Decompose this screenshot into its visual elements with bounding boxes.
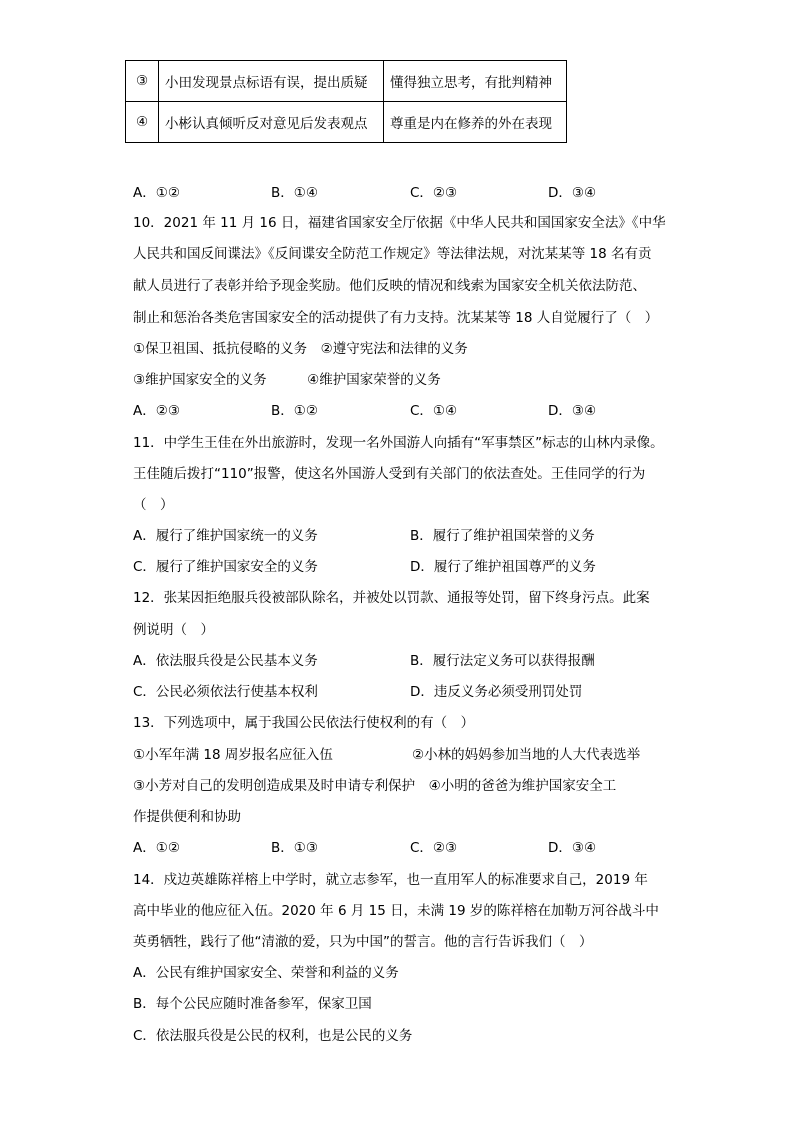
q10-choice-d: D．③④ (548, 403, 597, 419)
row-meaning: 懂得独立思考，有批判精神 (384, 61, 567, 102)
q9-choice-d: D．③④ (548, 185, 597, 201)
q9-choice-c: C．②③ (410, 185, 458, 201)
q11-stem-line: （ ） (133, 497, 174, 513)
q10-option-line: ③维护国家安全的义务 ④维护国家荣誉的义务 (133, 372, 441, 388)
q10-choice-b: B．①② (271, 403, 318, 419)
row-action: 小彬认真倾听反对意见后发表观点 (159, 102, 384, 143)
q9-choice-a: A．①② (133, 185, 180, 201)
q12-stem-line: 例说明（ ） (133, 622, 214, 638)
table-row (126, 61, 567, 102)
q14-choice-b: B．每个公民应随时准备参军，保家卫国 (133, 996, 372, 1012)
q13-choice-d: D．③④ (548, 840, 597, 856)
q11-stem-line: 王佳随后拨打“110”报警，使这名外国游人受到有关部门的依法查处。王佳同学的行为 (133, 466, 646, 482)
q10-stem-line: 献人员进行了表彰并给予现金奖励。他们反映的情况和线索为国家安全机关依法防范、 (133, 278, 646, 294)
q12-choice-a: A．依法服兵役是公民基本义务 (133, 653, 318, 669)
q10-stem-line: 10．2021 年 11 月 16 日，福建省国家安全厅依据《中华人民共和国国家安全法》《中华 (133, 215, 666, 231)
q14-stem-line: 高中毕业的他应征入伍。2020 年 6 月 15 日，未满 19 岁的陈祥榕在加勒万河谷战斗中 (133, 903, 659, 919)
q13-option-2: ②小林的妈妈参加当地的人大代表选举 (412, 747, 641, 763)
q11-choice-d: D．履行了维护祖国尊严的义务 (410, 559, 596, 575)
q11-choice-b: B．履行了维护祖国荣誉的义务 (410, 528, 595, 544)
q10-option-line: ①保卫祖国、抵抗侵略的义务 ②遵守宪法和法律的义务 (133, 341, 468, 357)
q13-option-line: ③小芳对自己的发明创造成果及时申请专利保护 ④小明的爸爸为维护国家安全工 (133, 778, 617, 794)
q10-choice-c: C．①④ (410, 403, 458, 419)
q9-choice-b: B．①④ (271, 185, 318, 201)
q12-stem-line: 12．张某因拒绝服兵役被部队除名，并被处以罚款、通报等处罚，留下终身污点。此案 (133, 590, 650, 606)
q13-choice-c: C．②③ (410, 840, 458, 856)
q13-stem-line: 13．下列选项中，属于我国公民依法行使权利的有（ ） (133, 715, 475, 731)
table-row (126, 102, 567, 143)
q10-stem-line: 制止和惩治各类危害国家安全的活动提供了有力支持。沈某某等 18 人自觉履行了（ ） (133, 310, 659, 326)
q12-choice-d: D．违反义务必须受刑罚处罚 (410, 684, 583, 700)
q10-stem-line: 人民共和国反间谍法》《反间谍安全防范工作规定》等法律法规，对沈某某等 18 名有贡 (133, 246, 652, 262)
q11-stem-line: 11．中学生王佳在外出旅游时，发现一名外国游人向插有“军事禁区”标志的山林内录像。 (133, 435, 664, 451)
q12-choice-b: B．履行法定义务可以获得报酬 (410, 653, 595, 669)
row-meaning: 尊重是内在修养的外在表现 (384, 102, 567, 143)
row-number: ④ (126, 102, 159, 143)
q11-choice-a: A．履行了维护国家统一的义务 (133, 528, 318, 544)
q13-option-line: 作提供便利和协助 (133, 809, 241, 825)
q14-stem-line: 14．戍边英雄陈祥榕上中学时，就立志参军，也一直用军人的标准要求自己，2019 年 (133, 872, 648, 888)
q13-choice-a: A．①② (133, 840, 180, 856)
q14-stem-line: 英勇牺牲，践行了他“清澈的爱，只为中国”的誓言。他的言行告诉我们（ ） (133, 934, 593, 950)
q10-choice-a: A．②③ (133, 403, 180, 419)
options-table (125, 60, 567, 143)
q13-option-1: ①小军年满 18 周岁报名应征入伍 (133, 747, 333, 763)
q12-choice-c: C．公民必须依法行使基本权利 (133, 684, 318, 700)
row-number: ③ (126, 61, 159, 102)
q14-choice-a: A．公民有维护国家安全、荣誉和利益的义务 (133, 965, 399, 981)
q14-choice-c: C．依法服兵役是公民的权利，也是公民的义务 (133, 1028, 413, 1044)
row-action: 小田发现景点标语有误，提出质疑 (159, 61, 384, 102)
q13-choice-b: B．①③ (271, 840, 318, 856)
q11-choice-c: C．履行了维护国家安全的义务 (133, 559, 318, 575)
